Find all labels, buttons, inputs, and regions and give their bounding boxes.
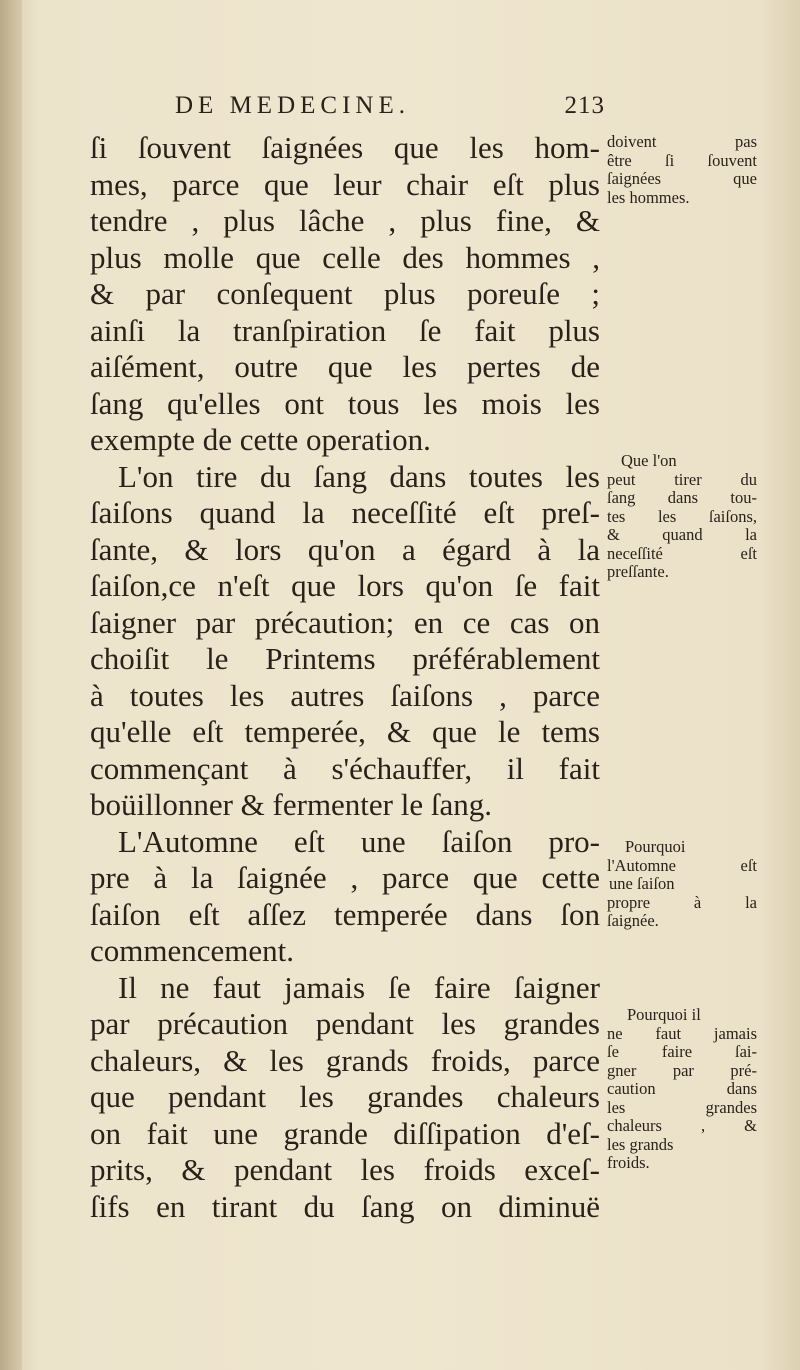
marginal-note-line: ſe faire ſai- <box>607 1042 757 1061</box>
text-line: commencement. <box>90 933 294 968</box>
text-line: exempte de cette operation. <box>90 422 431 457</box>
text-line: L'Automne eſt une ſaiſon pro- <box>118 823 600 859</box>
marginal-note-line: Pourquoi <box>625 837 686 856</box>
text-line: plus molle que celle des hommes , <box>90 239 600 275</box>
text-line: choiſit le Printems préférablement <box>90 641 600 676</box>
text-line: commençant à s'échauffer, il fait <box>90 750 600 786</box>
marginal-note-line: preſſante. <box>607 562 669 581</box>
marginal-note-line: peut tirer du <box>607 469 757 489</box>
text-line: pre à la ſaignée , parce que cette <box>90 860 600 895</box>
marginal-note-line: être ſi ſouvent <box>607 150 757 170</box>
marginal-note <box>607 452 757 582</box>
marginal-note-line: ſang dans tou- <box>607 488 757 507</box>
page-binding-edge <box>0 0 22 1370</box>
marginal-note-line: gner par pré- <box>607 1060 757 1080</box>
marginal-note-line: chaleurs , & <box>607 1116 757 1135</box>
text-line: ſifs en tirant du ſang on diminuë <box>90 1188 600 1224</box>
marginal-note <box>607 1006 757 1173</box>
marginal-note-line: ſaignée. <box>607 911 659 930</box>
marginal-note <box>607 133 757 207</box>
marginal-note-line: froids. <box>607 1153 650 1172</box>
marginal-note-line: Pourquoi il <box>627 1005 701 1024</box>
text-line: mes, parce que leur chair eſt plus <box>90 166 600 202</box>
text-line: par précaution pendant les grandes <box>90 1006 600 1041</box>
marginal-note-line: & quand la <box>607 525 757 544</box>
text-line: ſang qu'elles ont tous les mois les <box>90 385 600 421</box>
running-title: DE MEDECINE. <box>175 92 410 119</box>
marginal-note-line: caution dans <box>607 1079 757 1098</box>
marginal-note <box>607 838 757 931</box>
page-number: 213 <box>564 92 605 119</box>
text-line: on fait une grande diſſipation d'eſ- <box>90 1115 600 1151</box>
text-line: ſaiſon,ce n'eſt que lors qu'on ſe fait <box>90 568 600 603</box>
marginal-note-line: doivent pas <box>607 132 757 151</box>
marginal-note-line: ſaignées que <box>607 169 757 188</box>
marginal-note-line: une ſaiſon <box>609 874 675 893</box>
text-line: boüillonner & fermenter le ſang. <box>90 787 493 822</box>
text-line: chaleurs, & les grands froids, parce <box>90 1042 600 1078</box>
text-line: ſaiſons quand la neceſſité eſt preſ- <box>90 495 600 530</box>
text-line: Il ne faut jamais ſe faire ſaigner <box>118 969 600 1005</box>
marginal-note-line: les grands <box>607 1134 674 1154</box>
marginal-note-line: ne faut jamais <box>607 1023 757 1043</box>
text-line: ſi ſouvent ſaignées que les hom- <box>90 130 600 165</box>
text-line: ſante, & lors qu'on a égard à la <box>90 531 600 567</box>
marginal-note-line: les hommes. <box>607 187 690 207</box>
text-line: L'on tire du ſang dans toutes les <box>118 458 600 494</box>
text-line: ſaigner par précaution; en ce cas on <box>90 604 600 640</box>
text-line: à toutes les autres ſaiſons , parce <box>90 677 600 713</box>
marginal-note-line: l'Automne eſt <box>607 855 757 875</box>
text-line: aiſément, outre que les pertes de <box>90 349 600 384</box>
text-line: que pendant les grandes chaleurs <box>90 1079 600 1114</box>
marginal-note-line: tes les ſaiſons, <box>607 506 757 526</box>
marginal-note-line: Que l'on <box>621 451 677 470</box>
running-header <box>175 92 605 126</box>
marginal-note-line: les grandes <box>607 1097 757 1117</box>
text-line: prits, & pendant les froids exceſ- <box>90 1152 600 1187</box>
text-line: ainſi la tranſpiration ſe fait plus <box>90 312 600 348</box>
marginal-note-line: propre à la <box>607 892 757 912</box>
text-line: & par conſequent plus poreuſe ; <box>90 276 600 311</box>
text-line: tendre , plus lâche , plus fine, & <box>90 203 600 238</box>
marginal-note-line: neceſſité eſt <box>607 543 757 563</box>
text-line: ſaiſon eſt aſſez temperée dans ſon <box>90 896 600 932</box>
main-text-column <box>90 130 600 1225</box>
text-line: qu'elle eſt temperée, & que le tems <box>90 714 600 749</box>
